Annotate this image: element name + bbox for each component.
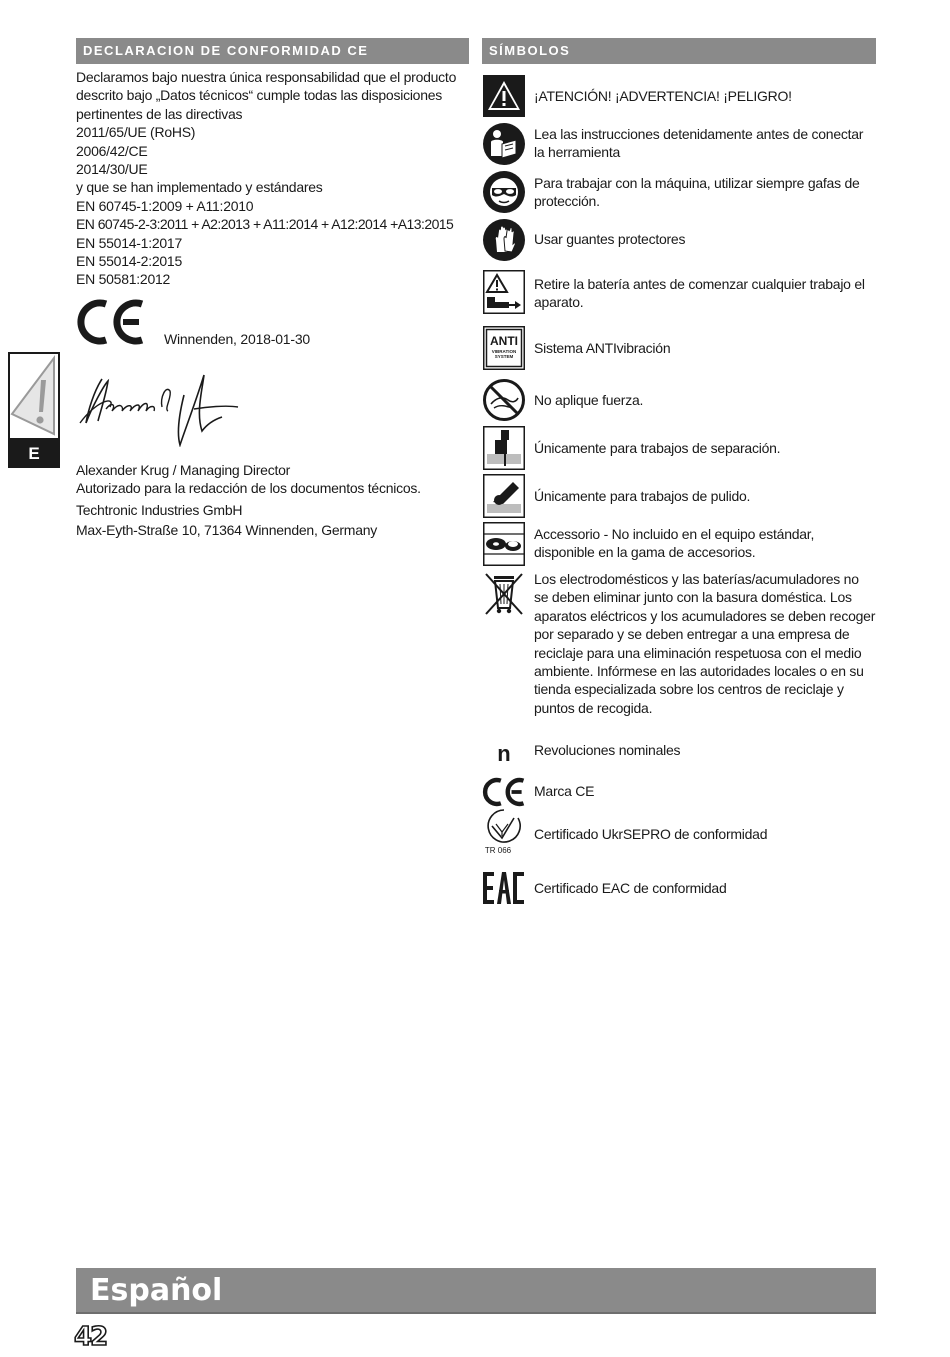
company-name: Techtronic Industries GmbH	[76, 501, 243, 518]
symbol-item	[482, 426, 876, 470]
symbol-item	[482, 326, 876, 370]
symbol-text: Lea las instrucciones detenidamente antes de conectar la herramienta	[534, 126, 864, 161]
anti-vibration-icon	[482, 326, 526, 370]
symbol-item	[482, 122, 876, 166]
symbol-item	[482, 270, 876, 314]
symbol-item	[482, 378, 876, 422]
language-label: Español	[90, 1273, 223, 1308]
anti-sublabel: VIBRATION SYSTEM	[491, 349, 517, 359]
weee-bin-icon	[482, 570, 526, 614]
declaration-line: descrito bajo „Datos técnicos“ cumple todas las disposiciones	[76, 87, 443, 104]
symbol-text: ¡ATENCIÓN! ¡ADVERTENCIA! ¡PELIGRO!	[534, 88, 792, 104]
rated-speed-icon: n	[497, 741, 511, 766]
directive-line: 2006/42/CE	[76, 142, 148, 159]
symbol-text: No aplique fuerza.	[534, 392, 644, 408]
ukrsepro-icon	[482, 806, 526, 856]
standard-line: EN 55014-2:2015	[76, 253, 183, 270]
remove-battery-icon	[482, 270, 526, 314]
symbol-text: Revoluciones nominales	[534, 742, 681, 758]
company-address: Max-Eyth-Straße 10, 71364 Winnenden, Germany	[76, 522, 378, 539]
read-manual-icon	[482, 122, 526, 166]
symbol-text: Certificado EAC de conformidad	[534, 880, 727, 896]
ukrsepro-code: TR 066	[484, 846, 512, 855]
safety-goggles-icon	[482, 170, 526, 214]
authorization-note: Autorizado para la redacción de los documentos técnicos.	[76, 480, 421, 497]
declaration-line: pertinentes de las directivas	[76, 105, 243, 122]
signatory-block	[76, 461, 469, 540]
language-side-tab	[8, 352, 60, 468]
grinding-only-icon	[482, 474, 526, 518]
symbol-text: Marca CE	[534, 783, 595, 799]
ce-mark-icon	[76, 298, 146, 351]
eac-icon	[482, 866, 526, 910]
directive-line: 2011/65/UE (RoHS)	[76, 124, 196, 141]
symbol-text: Accessorio - No incluido en el equipo estándar, disponible en la gama de accesorios.	[534, 526, 815, 561]
symbol-item	[482, 866, 876, 910]
symbol-item	[482, 218, 876, 262]
symbol-text: Certificado UkrSEPRO de conformidad	[534, 826, 768, 842]
symbols-section	[482, 38, 876, 918]
symbol-text: Retire la batería antes de comenzar cualquier trabajo el aparato.	[534, 276, 865, 311]
language-footer-bar	[76, 1268, 876, 1314]
symbol-item	[482, 74, 876, 118]
symbol-item	[482, 728, 876, 772]
standard-line: EN 60745-2-3:2011 + A2:2013 + A11:2014 + A12:2014 +A13:2015	[76, 216, 454, 233]
ce-place-row	[76, 299, 469, 351]
symbol-text: Únicamente para trabajos de separación.	[534, 440, 781, 456]
signatory-name: Alexander Krug / Managing Director	[76, 461, 291, 478]
symbol-text: Para trabajar con la máquina, utilizar siempre gafas de protección.	[534, 175, 860, 210]
signature-image	[76, 361, 469, 447]
warning-triangle-icon	[482, 74, 526, 118]
cutting-only-icon	[482, 426, 526, 470]
page-number: 42	[74, 1322, 107, 1352]
standard-line: EN 50581:2012	[76, 271, 171, 288]
symbol-item	[482, 170, 876, 214]
side-tab-letter: E	[28, 444, 40, 463]
symbol-text: Los electrodomésticos y las baterías/acumuladores no se deben eliminar junto con la basura doméstica. Los aparatos eléctricos y los acumuladores se deben recoger por separado y se deben entregar a una empresa de reciclaje para una eliminación respetuosa con el medio ambiente. Infórmese en las autoridades locales o en su tienda especializada sobre los centros de reciclaje y puntos de recogida.	[534, 571, 876, 716]
symbol-item	[482, 570, 876, 717]
anti-label: ANTI	[490, 334, 518, 348]
declaration-text	[76, 68, 469, 289]
symbol-item	[482, 806, 876, 856]
symbol-text: Sistema ANTIvibración	[534, 340, 671, 356]
standard-line: EN 55014-1:2017	[76, 234, 183, 251]
no-force-icon	[482, 378, 526, 422]
standard-line: EN 60745-1:2009 + A11:2010	[76, 197, 254, 214]
directive-line: 2014/30/UE	[76, 161, 148, 178]
symbols-heading: SÍMBOLOS	[482, 38, 876, 64]
declaration-line: Declaramos bajo nuestra única responsabilidad que el producto	[76, 69, 457, 85]
protective-gloves-icon	[482, 218, 526, 262]
symbol-item	[482, 522, 876, 566]
declaration-heading: DECLARACION DE CONFORMIDAD CE	[76, 38, 469, 64]
declaration-line: y que se han implementado y estándares	[76, 179, 323, 196]
declaration-section	[76, 38, 469, 540]
symbol-text: Usar guantes protectores	[534, 231, 686, 247]
symbol-text: Únicamente para trabajos de pulido.	[534, 488, 751, 504]
symbol-item	[482, 474, 876, 518]
place-date: Winnenden, 2018-01-30	[164, 330, 311, 347]
accessory-icon	[482, 522, 526, 566]
warning-tab-icon	[10, 354, 58, 438]
